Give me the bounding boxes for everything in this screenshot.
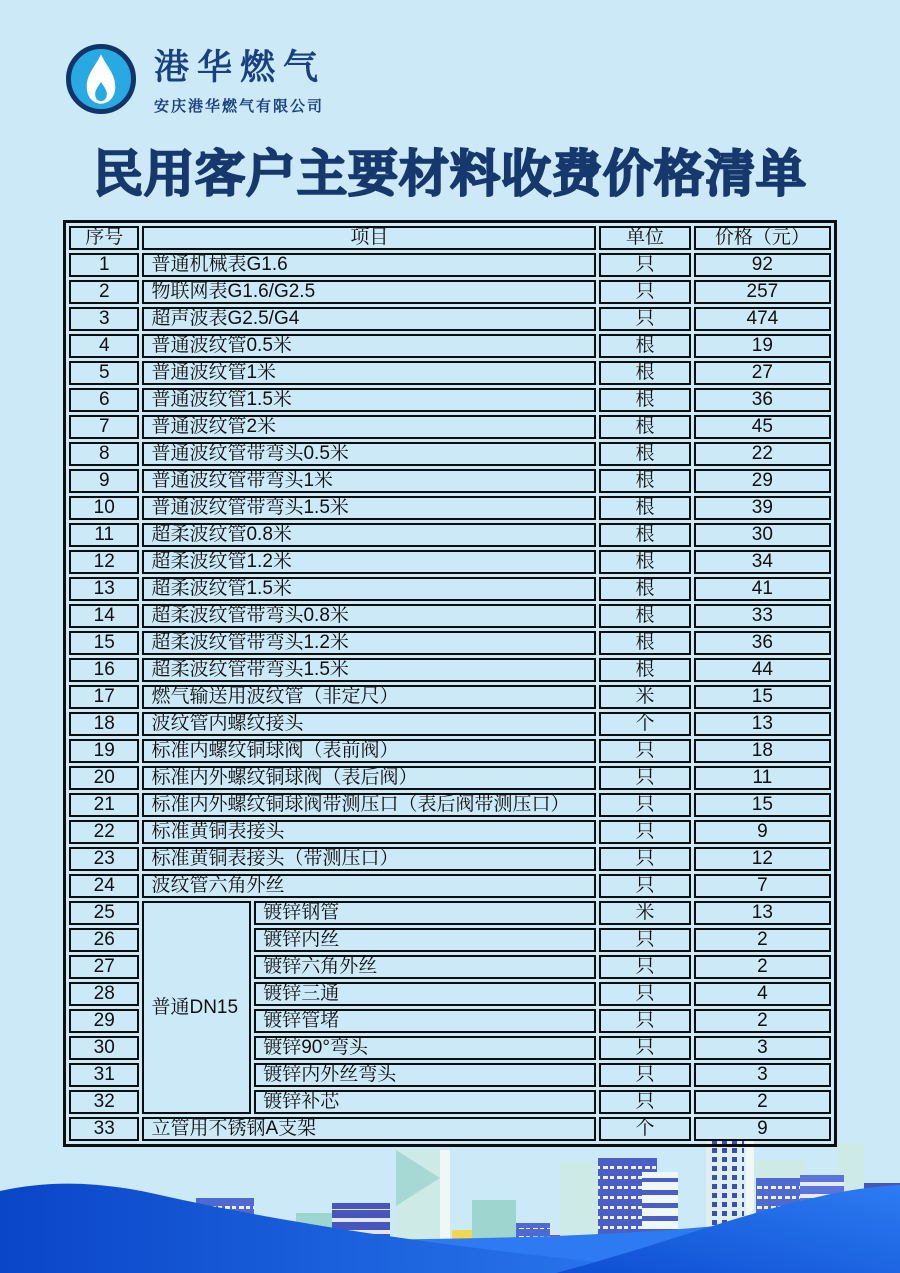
cell-no: 3 <box>69 307 139 331</box>
col-header-item: 项目 <box>142 226 596 250</box>
cell-item: 镀锌六角外丝 <box>254 955 596 979</box>
cell-price: 92 <box>694 253 831 277</box>
cell-item: 镀锌三通 <box>254 982 596 1006</box>
cell-price: 44 <box>694 658 831 682</box>
cell-no: 1 <box>69 253 139 277</box>
cell-no: 11 <box>69 523 139 547</box>
table-row <box>69 766 831 790</box>
cell-item: 超声波表G2.5/G4 <box>142 307 596 331</box>
cell-no: 9 <box>69 469 139 493</box>
cell-unit: 根 <box>599 658 691 682</box>
cell-price: 36 <box>694 631 831 655</box>
cell-unit: 根 <box>599 361 691 385</box>
cell-no: 31 <box>69 1063 139 1087</box>
table-row <box>69 307 831 331</box>
cell-unit: 根 <box>599 604 691 628</box>
cell-price: 19 <box>694 334 831 358</box>
price-table-body <box>69 253 831 1141</box>
col-header-no: 序号 <box>69 226 139 250</box>
table-row <box>69 847 831 871</box>
cell-price: 33 <box>694 604 831 628</box>
cell-unit: 根 <box>599 631 691 655</box>
cell-no: 18 <box>69 712 139 736</box>
company-name: 安庆港华燃气有限公司 <box>154 98 325 115</box>
cell-price: 2 <box>694 1009 831 1033</box>
cell-price: 41 <box>694 577 831 601</box>
cell-price: 2 <box>694 928 831 952</box>
cell-item: 标准内螺纹铜球阀（表前阀） <box>142 739 596 763</box>
cell-item: 镀锌内丝 <box>254 928 596 952</box>
cell-item: 物联网表G1.6/G2.5 <box>142 280 596 304</box>
cell-unit: 只 <box>599 766 691 790</box>
cell-price: 39 <box>694 496 831 520</box>
cell-unit: 只 <box>599 280 691 304</box>
table-row <box>69 577 831 601</box>
cell-unit: 只 <box>599 253 691 277</box>
cell-no: 13 <box>69 577 139 601</box>
cell-unit: 根 <box>599 334 691 358</box>
cell-unit: 只 <box>599 847 691 871</box>
table-row <box>69 415 831 439</box>
cell-unit: 只 <box>599 1063 691 1087</box>
cell-price: 3 <box>694 1063 831 1087</box>
cell-unit: 根 <box>599 577 691 601</box>
cell-item: 普通波纹管1.5米 <box>142 388 596 412</box>
cell-item: 普通波纹管带弯头1.5米 <box>142 496 596 520</box>
cell-group: 普通DN15 <box>142 901 251 1114</box>
cell-price: 13 <box>694 901 831 925</box>
cell-unit: 只 <box>599 874 691 898</box>
cell-item: 超柔波纹管1.5米 <box>142 577 596 601</box>
cell-item: 超柔波纹管0.8米 <box>142 523 596 547</box>
cell-unit: 米 <box>599 901 691 925</box>
table-row <box>69 685 831 709</box>
cell-no: 7 <box>69 415 139 439</box>
cell-item: 超柔波纹管带弯头1.5米 <box>142 658 596 682</box>
cell-item: 普通波纹管带弯头1米 <box>142 469 596 493</box>
cell-price: 13 <box>694 712 831 736</box>
cell-item: 镀锌钢管 <box>254 901 596 925</box>
cell-no: 15 <box>69 631 139 655</box>
table-row <box>69 793 831 817</box>
cell-no: 12 <box>69 550 139 574</box>
cell-item: 普通波纹管0.5米 <box>142 334 596 358</box>
cell-item: 波纹管内螺纹接头 <box>142 712 596 736</box>
cell-unit: 只 <box>599 820 691 844</box>
cell-item: 标准黄铜表接头 <box>142 820 596 844</box>
cell-no: 23 <box>69 847 139 871</box>
cell-no: 33 <box>69 1117 139 1141</box>
page-title: 民用客户主要材料收费价格清单 <box>93 146 807 202</box>
table-row <box>69 1117 831 1141</box>
cell-no: 28 <box>69 982 139 1006</box>
cell-no: 6 <box>69 388 139 412</box>
towngas-logo <box>66 44 136 114</box>
cell-unit: 根 <box>599 442 691 466</box>
cell-price: 22 <box>694 442 831 466</box>
table-row <box>69 280 831 304</box>
brand-name: 港华燃气 <box>154 48 327 87</box>
cell-price: 34 <box>694 550 831 574</box>
cell-price: 12 <box>694 847 831 871</box>
table-row <box>69 820 831 844</box>
cell-no: 26 <box>69 928 139 952</box>
price-table <box>63 220 837 1147</box>
table-row <box>69 388 831 412</box>
cell-unit: 只 <box>599 793 691 817</box>
cell-price: 9 <box>694 1117 831 1141</box>
cell-unit: 只 <box>599 307 691 331</box>
cell-item: 超柔波纹管带弯头0.8米 <box>142 604 596 628</box>
cell-price: 18 <box>694 739 831 763</box>
cell-no: 5 <box>69 361 139 385</box>
cell-item: 普通波纹管1米 <box>142 361 596 385</box>
table-row <box>69 469 831 493</box>
cell-unit: 个 <box>599 712 691 736</box>
cell-price: 45 <box>694 415 831 439</box>
cell-item: 标准内外螺纹铜球阀（表后阀） <box>142 766 596 790</box>
cell-price: 3 <box>694 1036 831 1060</box>
cell-price: 27 <box>694 361 831 385</box>
cell-item: 燃气输送用波纹管（非定尺） <box>142 685 596 709</box>
table-row <box>69 604 831 628</box>
flame-icon <box>84 53 118 105</box>
cell-price: 36 <box>694 388 831 412</box>
cell-unit: 只 <box>599 955 691 979</box>
cell-unit: 只 <box>599 1090 691 1114</box>
cell-no: 2 <box>69 280 139 304</box>
table-row <box>69 739 831 763</box>
cell-no: 16 <box>69 658 139 682</box>
cell-price: 4 <box>694 982 831 1006</box>
cell-item: 超柔波纹管1.2米 <box>142 550 596 574</box>
table-row <box>69 334 831 358</box>
cell-no: 25 <box>69 901 139 925</box>
cell-item: 波纹管六角外丝 <box>142 874 596 898</box>
cell-item: 普通机械表G1.6 <box>142 253 596 277</box>
col-header-unit: 单位 <box>599 226 691 250</box>
cell-no: 30 <box>69 1036 139 1060</box>
cell-unit: 米 <box>599 685 691 709</box>
cell-no: 24 <box>69 874 139 898</box>
cell-no: 17 <box>69 685 139 709</box>
cell-no: 14 <box>69 604 139 628</box>
table-row <box>69 712 831 736</box>
col-header-price: 价格（元） <box>694 226 831 250</box>
table-row <box>69 901 831 925</box>
cell-unit: 根 <box>599 550 691 574</box>
table-row <box>69 658 831 682</box>
cell-price: 15 <box>694 793 831 817</box>
cell-no: 10 <box>69 496 139 520</box>
table-row <box>69 253 831 277</box>
cell-unit: 只 <box>599 982 691 1006</box>
cell-no: 8 <box>69 442 139 466</box>
table-row <box>69 496 831 520</box>
cell-price: 257 <box>694 280 831 304</box>
cell-item: 普通波纹管带弯头0.5米 <box>142 442 596 466</box>
cell-price: 9 <box>694 820 831 844</box>
cell-no: 20 <box>69 766 139 790</box>
cell-item: 标准内外螺纹铜球阀带测压口（表后阀带测压口） <box>142 793 596 817</box>
table-row <box>69 631 831 655</box>
cell-item: 镀锌管堵 <box>254 1009 596 1033</box>
cell-item: 普通波纹管2米 <box>142 415 596 439</box>
cell-unit: 根 <box>599 523 691 547</box>
cell-price: 7 <box>694 874 831 898</box>
cell-price: 11 <box>694 766 831 790</box>
cell-unit: 只 <box>599 1036 691 1060</box>
cell-item: 镀锌内外丝弯头 <box>254 1063 596 1087</box>
cell-item: 镀锌90°弯头 <box>254 1036 596 1060</box>
cell-price: 474 <box>694 307 831 331</box>
cell-price: 15 <box>694 685 831 709</box>
cell-item: 立管用不锈钢A支架 <box>142 1117 596 1141</box>
cell-no: 22 <box>69 820 139 844</box>
cell-no: 27 <box>69 955 139 979</box>
table-row <box>69 550 831 574</box>
cell-unit: 根 <box>599 496 691 520</box>
cell-unit: 只 <box>599 1009 691 1033</box>
cell-unit: 根 <box>599 469 691 493</box>
table-row <box>69 874 831 898</box>
cell-unit: 只 <box>599 739 691 763</box>
table-row <box>69 523 831 547</box>
cell-no: 29 <box>69 1009 139 1033</box>
cell-price: 2 <box>694 1090 831 1114</box>
cell-no: 4 <box>69 334 139 358</box>
cell-unit: 根 <box>599 388 691 412</box>
cell-item: 镀锌补芯 <box>254 1090 596 1114</box>
cell-no: 32 <box>69 1090 139 1114</box>
cell-no: 21 <box>69 793 139 817</box>
table-row <box>69 442 831 466</box>
cell-no: 19 <box>69 739 139 763</box>
cell-item: 超柔波纹管带弯头1.2米 <box>142 631 596 655</box>
cell-price: 30 <box>694 523 831 547</box>
cell-unit: 只 <box>599 928 691 952</box>
table-header-row <box>69 226 831 250</box>
cell-item: 标准黄铜表接头（带测压口） <box>142 847 596 871</box>
cell-unit: 个 <box>599 1117 691 1141</box>
cell-unit: 根 <box>599 415 691 439</box>
brand-header <box>66 44 326 116</box>
table-row <box>69 361 831 385</box>
brand-text-block <box>154 44 326 116</box>
cell-price: 2 <box>694 955 831 979</box>
cell-price: 29 <box>694 469 831 493</box>
